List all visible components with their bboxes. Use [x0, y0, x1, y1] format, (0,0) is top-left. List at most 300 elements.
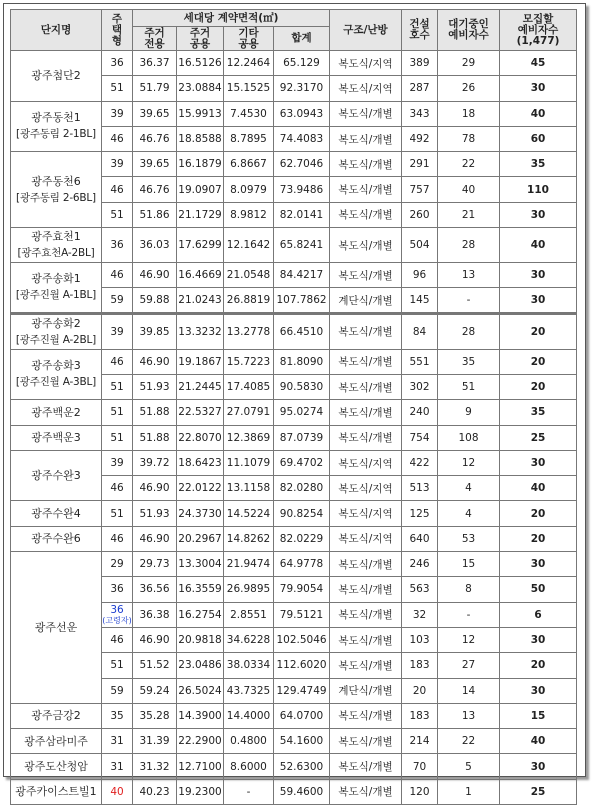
total-area-cell: 79.5121 [274, 602, 330, 627]
other-common-cell: 2.8551 [224, 602, 274, 627]
type-cell [102, 425, 133, 450]
structure-cell: 복도식/개별 [330, 177, 402, 202]
total-area-cell: 52.6300 [274, 754, 330, 779]
structure-cell: 복도식/개별 [330, 313, 402, 349]
residential-common-cell: 21.1729 [177, 202, 224, 227]
total-area-cell: 62.7046 [274, 152, 330, 177]
complex-name: 광주송화3 [31, 359, 81, 373]
exclusive-area-cell: 36.37 [133, 51, 177, 76]
built-units-cell: 563 [402, 577, 438, 602]
type-value: 51 [110, 406, 124, 419]
other-common-cell: 26.9895 [224, 577, 274, 602]
residential-common-cell: 19.2300 [177, 779, 224, 804]
type-cell [102, 202, 133, 227]
total-area-cell: 90.5830 [274, 374, 330, 399]
total-area-cell: 95.0274 [274, 400, 330, 425]
residential-common-cell: 18.8588 [177, 126, 224, 151]
other-common-cell: 26.8819 [224, 288, 274, 313]
header-other-common: 기타 공용 [224, 27, 274, 51]
waiting-cell: 26 [438, 76, 500, 101]
type-cell [102, 101, 133, 126]
complex-name: 광주수완3 [31, 469, 81, 483]
type-cell [102, 754, 133, 779]
total-area-cell: 112.6020 [274, 653, 330, 678]
waiting-cell: 53 [438, 526, 500, 551]
type-value: 39 [110, 325, 124, 338]
exclusive-area-cell: 29.73 [133, 552, 177, 577]
complex-block-name: [광주진월 A-1BL] [15, 289, 97, 302]
structure-cell: 복도식/지역 [330, 51, 402, 76]
total-area-cell: 59.4600 [274, 779, 330, 804]
structure-cell: 복도식/개별 [330, 228, 402, 263]
residential-common-cell: 19.0907 [177, 177, 224, 202]
built-units-cell: 757 [402, 177, 438, 202]
waiting-cell: 1 [438, 779, 500, 804]
table-row [11, 228, 577, 263]
complex-block-name: [광주동림 2-1BL] [16, 128, 96, 141]
built-units-cell: 513 [402, 476, 438, 501]
type-value: 46 [110, 355, 124, 368]
table-row [11, 450, 577, 475]
exclusive-area-cell: 46.90 [133, 526, 177, 551]
residential-common-cell: 19.1867 [177, 349, 224, 374]
built-units-cell: 343 [402, 101, 438, 126]
type-cell [102, 263, 133, 288]
table-row [11, 101, 577, 126]
table-row [11, 703, 577, 728]
built-units-cell: 754 [402, 425, 438, 450]
header-complex: 단지명 [11, 10, 102, 51]
type-cell [102, 476, 133, 501]
type-value: 59 [110, 684, 124, 697]
table-row [11, 501, 577, 526]
recruit-cell: 20 [500, 349, 577, 374]
type-value: 36 [110, 604, 124, 617]
residential-common-cell: 15.9913 [177, 101, 224, 126]
residential-common-cell: 14.3900 [177, 703, 224, 728]
exclusive-area-cell: 46.90 [133, 627, 177, 652]
complex-name: 광주도산청암 [24, 760, 88, 774]
total-area-cell: 65.129 [274, 51, 330, 76]
header-structure: 구조/난방 [330, 10, 402, 51]
other-common-cell: 13.2778 [224, 313, 274, 349]
type-value: 36 [110, 239, 124, 252]
header-type: 주 택 형 [102, 10, 133, 51]
waiting-cell: 12 [438, 450, 500, 475]
waiting-cell: 13 [438, 263, 500, 288]
structure-cell: 복도식/개별 [330, 627, 402, 652]
type-cell [102, 400, 133, 425]
complex-name: 광주수완4 [31, 507, 81, 521]
built-units-cell: 183 [402, 653, 438, 678]
built-units-cell: 145 [402, 288, 438, 313]
recruit-cell: 30 [500, 202, 577, 227]
table-row [11, 754, 577, 779]
header-residential-common: 주거 공용 [177, 27, 224, 51]
residential-common-cell: 18.6423 [177, 450, 224, 475]
residential-common-cell: 17.6299 [177, 228, 224, 263]
recruit-cell: 50 [500, 577, 577, 602]
waiting-cell: 51 [438, 374, 500, 399]
type-value: 40 [110, 785, 124, 798]
other-common-cell: 12.3869 [224, 425, 274, 450]
type-value: 46 [110, 634, 124, 647]
type-value: 31 [110, 760, 124, 773]
exclusive-area-cell: 35.28 [133, 703, 177, 728]
type-value: 46 [110, 269, 124, 282]
exclusive-area-cell: 46.90 [133, 263, 177, 288]
built-units-cell: 84 [402, 313, 438, 349]
built-units-cell: 551 [402, 349, 438, 374]
exclusive-area-cell: 36.38 [133, 602, 177, 627]
recruit-cell: 30 [500, 263, 577, 288]
other-common-cell: 17.4085 [224, 374, 274, 399]
built-units-cell: 103 [402, 627, 438, 652]
type-cell [102, 501, 133, 526]
recruit-cell: 25 [500, 779, 577, 804]
residential-common-cell: 24.3730 [177, 501, 224, 526]
built-units-cell: 492 [402, 126, 438, 151]
built-units-cell: 96 [402, 263, 438, 288]
exclusive-area-cell: 51.88 [133, 400, 177, 425]
type-note: (고령자) [102, 616, 132, 626]
total-area-cell: 90.8254 [274, 501, 330, 526]
type-value: 51 [110, 381, 124, 394]
residential-common-cell: 21.0243 [177, 288, 224, 313]
recruit-cell: 25 [500, 425, 577, 450]
type-value: 29 [110, 558, 124, 571]
exclusive-area-cell: 59.88 [133, 288, 177, 313]
complex-block-name: [광주진월 A-3BL] [15, 376, 97, 389]
other-common-cell: 27.0791 [224, 400, 274, 425]
waiting-cell: 14 [438, 678, 500, 703]
complex-name: 광주금강2 [31, 709, 81, 723]
other-common-cell: 14.4000 [224, 703, 274, 728]
built-units-cell: 20 [402, 678, 438, 703]
exclusive-area-cell: 31.39 [133, 729, 177, 754]
type-cell [102, 51, 133, 76]
waiting-cell: 4 [438, 476, 500, 501]
complex-name: 광주카이스트빌1 [15, 785, 97, 799]
type-value: 51 [110, 507, 124, 520]
type-value: 36 [110, 57, 124, 70]
complex-name-cell [11, 349, 102, 400]
type-cell [102, 288, 133, 313]
residential-common-cell: 13.3004 [177, 552, 224, 577]
residential-common-cell: 13.3232 [177, 313, 224, 349]
total-area-cell: 64.9778 [274, 552, 330, 577]
recruit-cell: 6 [500, 602, 577, 627]
type-value: 39 [110, 107, 124, 120]
structure-cell: 복도식/지역 [330, 76, 402, 101]
total-area-cell: 102.5046 [274, 627, 330, 652]
complex-name-cell [11, 400, 102, 425]
other-common-cell: 8.6000 [224, 754, 274, 779]
type-value: 36 [110, 583, 124, 596]
complex-name: 광주동천6 [31, 174, 81, 188]
structure-cell: 복도식/지역 [330, 476, 402, 501]
complex-name-cell [11, 263, 102, 314]
type-cell [102, 177, 133, 202]
other-common-cell: 7.4530 [224, 101, 274, 126]
recruit-cell: 15 [500, 703, 577, 728]
structure-cell: 복도식/개별 [330, 779, 402, 804]
total-area-cell: 73.9486 [274, 177, 330, 202]
structure-cell: 복도식/지역 [330, 501, 402, 526]
residential-common-cell: 22.5327 [177, 400, 224, 425]
recruit-cell: 30 [500, 678, 577, 703]
recruit-cell: 20 [500, 313, 577, 349]
complex-name-cell [11, 101, 102, 152]
table-row [11, 263, 577, 288]
type-value: 51 [110, 659, 124, 672]
structure-cell: 복도식/개별 [330, 602, 402, 627]
type-cell [102, 678, 133, 703]
total-area-cell: 82.0229 [274, 526, 330, 551]
residential-common-cell: 26.5024 [177, 678, 224, 703]
type-value: 35 [110, 709, 124, 722]
complex-name-cell [11, 425, 102, 450]
type-cell [102, 577, 133, 602]
recruit-cell: 60 [500, 126, 577, 151]
built-units-cell: 287 [402, 76, 438, 101]
complex-name-cell [11, 779, 102, 804]
type-cell [102, 450, 133, 475]
recruit-cell: 35 [500, 400, 577, 425]
recruit-cell: 30 [500, 552, 577, 577]
waiting-cell: 78 [438, 126, 500, 151]
recruit-cell: 20 [500, 374, 577, 399]
complex-name-cell [11, 501, 102, 526]
other-common-cell: 21.9474 [224, 552, 274, 577]
structure-cell: 계단식/개별 [330, 288, 402, 313]
type-cell [102, 627, 133, 652]
complex-name: 광주효천1 [31, 230, 81, 244]
total-area-cell: 64.0700 [274, 703, 330, 728]
exclusive-area-cell: 46.90 [133, 349, 177, 374]
exclusive-area-cell: 51.93 [133, 374, 177, 399]
structure-cell: 복도식/개별 [330, 101, 402, 126]
complex-block-name: [광주효천A-2BL] [17, 247, 95, 260]
waiting-cell: - [438, 602, 500, 627]
other-common-cell: - [224, 779, 274, 804]
other-common-cell: 15.1525 [224, 76, 274, 101]
complex-block-name: [광주진월 A-2BL] [15, 333, 97, 346]
complex-name-cell [11, 152, 102, 228]
type-value: 39 [110, 457, 124, 469]
structure-cell: 복도식/개별 [330, 349, 402, 374]
exclusive-area-cell: 36.56 [133, 577, 177, 602]
waiting-cell: 13 [438, 703, 500, 728]
waiting-cell: 12 [438, 627, 500, 652]
structure-cell: 복도식/지역 [330, 526, 402, 551]
structure-cell: 복도식/개별 [330, 126, 402, 151]
type-cell [102, 552, 133, 577]
complex-name-cell [11, 703, 102, 728]
complex-name: 광주송화1 [31, 272, 81, 286]
total-area-cell: 81.8090 [274, 349, 330, 374]
built-units-cell: 183 [402, 703, 438, 728]
type-cell [102, 126, 133, 151]
total-area-cell: 82.0141 [274, 202, 330, 227]
complex-block-name: [광주동림 2-6BL] [16, 191, 96, 204]
waiting-cell: 21 [438, 202, 500, 227]
total-area-cell: 63.0943 [274, 101, 330, 126]
recruit-cell: 40 [500, 476, 577, 501]
built-units-cell: 246 [402, 552, 438, 577]
waiting-cell: 27 [438, 653, 500, 678]
total-area-cell: 66.4510 [274, 313, 330, 349]
exclusive-area-cell: 51.93 [133, 501, 177, 526]
exclusive-area-cell: 40.23 [133, 779, 177, 804]
type-value: 46 [110, 532, 124, 545]
built-units-cell: 504 [402, 228, 438, 263]
waiting-cell: 15 [438, 552, 500, 577]
table-body [11, 51, 577, 805]
exclusive-area-cell: 51.79 [133, 76, 177, 101]
exclusive-area-cell: 31.32 [133, 754, 177, 779]
complex-name: 광주삼라미주 [24, 734, 88, 748]
other-common-cell: 8.7895 [224, 126, 274, 151]
waiting-cell: 9 [438, 400, 500, 425]
other-common-cell: 14.5224 [224, 501, 274, 526]
table-row [11, 729, 577, 754]
built-units-cell: 240 [402, 400, 438, 425]
header-recruit: 모집할 예비자수 (1,477) [500, 10, 577, 51]
exclusive-area-cell: 39.85 [133, 313, 177, 349]
total-area-cell: 87.0739 [274, 425, 330, 450]
total-area-cell: 74.4083 [274, 126, 330, 151]
built-units-cell: 422 [402, 450, 438, 475]
total-area-cell: 79.9054 [274, 577, 330, 602]
other-common-cell: 43.7325 [224, 678, 274, 703]
recruit-cell: 20 [500, 501, 577, 526]
header-built-units: 건설 호수 [402, 10, 438, 51]
residential-common-cell: 16.1879 [177, 152, 224, 177]
waiting-cell: 5 [438, 754, 500, 779]
residential-common-cell: 12.7100 [177, 754, 224, 779]
exclusive-area-cell: 51.86 [133, 202, 177, 227]
complex-name-cell [11, 313, 102, 349]
other-common-cell: 8.0979 [224, 177, 274, 202]
total-area-cell: 92.3170 [274, 76, 330, 101]
exclusive-area-cell: 51.88 [133, 425, 177, 450]
header-residential-exclusive: 주거 전용 [133, 27, 177, 51]
other-common-cell: 11.1079 [224, 450, 274, 475]
total-area-cell: 82.0280 [274, 476, 330, 501]
type-value: 51 [110, 431, 124, 444]
exclusive-area-cell: 39.65 [133, 101, 177, 126]
complex-name-cell [11, 450, 102, 501]
other-common-cell: 6.8667 [224, 152, 274, 177]
table-row [11, 400, 577, 425]
other-common-cell: 0.4800 [224, 729, 274, 754]
table-row [11, 779, 577, 804]
exclusive-area-cell: 36.03 [133, 228, 177, 263]
type-cell [102, 152, 133, 177]
type-value: 31 [110, 735, 124, 748]
structure-cell: 복도식/개별 [330, 703, 402, 728]
total-area-cell: 129.4749 [274, 678, 330, 703]
table-row [11, 552, 577, 577]
waiting-cell: 40 [438, 177, 500, 202]
exclusive-area-cell: 39.65 [133, 152, 177, 177]
structure-cell: 복도식/개별 [330, 202, 402, 227]
exclusive-area-cell: 46.90 [133, 476, 177, 501]
waiting-cell: 8 [438, 577, 500, 602]
header-waiting: 대기중인 예비자수 [438, 10, 500, 51]
structure-cell: 복도식/개별 [330, 577, 402, 602]
recruit-cell: 30 [500, 288, 577, 313]
other-common-cell: 13.1158 [224, 476, 274, 501]
waiting-cell: 28 [438, 313, 500, 349]
table-row [11, 51, 577, 76]
type-value: 59 [110, 294, 124, 307]
complex-name: 광주백운2 [31, 405, 81, 419]
recruit-cell: 20 [500, 653, 577, 678]
total-area-cell: 54.1600 [274, 729, 330, 754]
type-cell [102, 349, 133, 374]
type-value: 51 [110, 82, 124, 95]
type-value: 39 [110, 158, 124, 171]
recruit-cell: 20 [500, 526, 577, 551]
waiting-cell: 22 [438, 152, 500, 177]
complex-name: 광주송화2 [31, 316, 81, 330]
structure-cell: 복도식/개별 [330, 552, 402, 577]
other-common-cell: 12.1642 [224, 228, 274, 263]
residential-common-cell: 16.3559 [177, 577, 224, 602]
structure-cell: 계단식/개별 [330, 678, 402, 703]
recruit-cell: 30 [500, 754, 577, 779]
type-cell [102, 228, 133, 263]
other-common-cell: 38.0334 [224, 653, 274, 678]
table-row [11, 349, 577, 374]
residential-common-cell: 22.0122 [177, 476, 224, 501]
recruit-cell: 110 [500, 177, 577, 202]
recruit-cell: 30 [500, 76, 577, 101]
residential-common-cell: 21.2445 [177, 374, 224, 399]
recruit-cell: 40 [500, 729, 577, 754]
built-units-cell: 70 [402, 754, 438, 779]
total-area-cell: 84.4217 [274, 263, 330, 288]
type-value: 46 [110, 183, 124, 196]
type-cell [102, 779, 133, 804]
complex-name: 광주동천1 [31, 111, 81, 125]
recruit-cell: 35 [500, 152, 577, 177]
type-cell [102, 374, 133, 399]
residential-common-cell: 23.0486 [177, 653, 224, 678]
header-total: 합계 [274, 27, 330, 51]
type-value: 46 [110, 133, 124, 146]
complex-name: 광주선운 [34, 620, 78, 634]
type-cell [102, 526, 133, 551]
total-area-cell: 107.7862 [274, 288, 330, 313]
other-common-cell: 14.8262 [224, 526, 274, 551]
complex-name: 광주백운3 [31, 431, 81, 445]
type-value: 51 [110, 208, 124, 221]
other-common-cell: 34.6228 [224, 627, 274, 652]
complex-name-cell [11, 552, 102, 704]
other-common-cell: 15.7223 [224, 349, 274, 374]
type-cell [102, 76, 133, 101]
built-units-cell: 389 [402, 51, 438, 76]
waiting-cell: 29 [438, 51, 500, 76]
complex-name: 광주수완6 [31, 532, 81, 546]
recruit-cell: 30 [500, 627, 577, 652]
type-value: 46 [110, 482, 124, 495]
exclusive-area-cell: 59.24 [133, 678, 177, 703]
built-units-cell: 260 [402, 202, 438, 227]
